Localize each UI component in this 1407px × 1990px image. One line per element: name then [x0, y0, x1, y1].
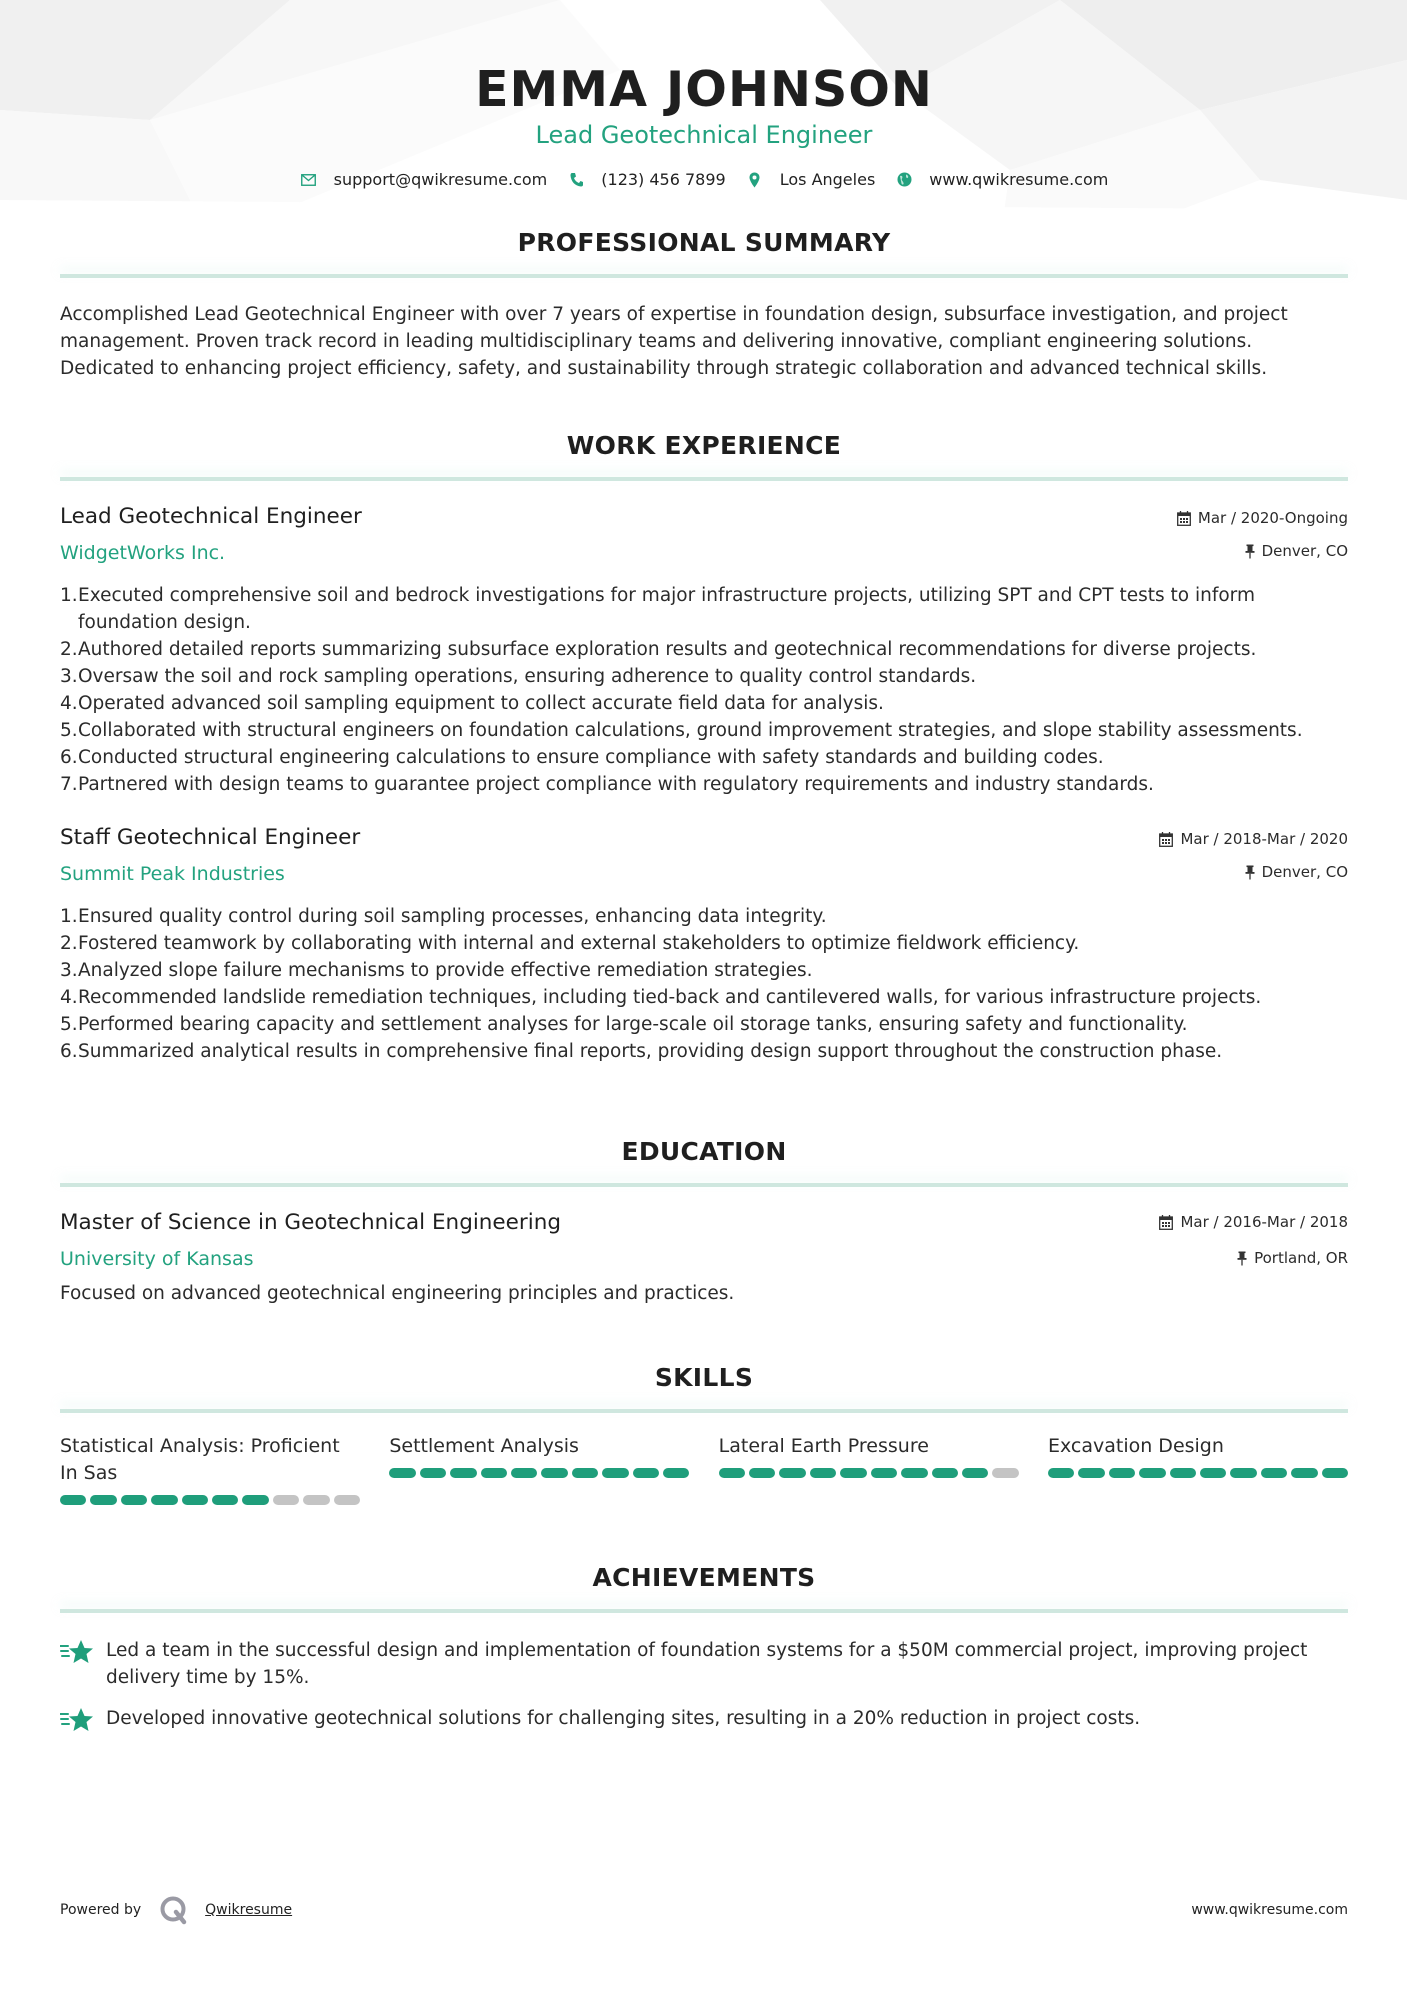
skill-dot-filled: [212, 1495, 238, 1505]
skill-dot-filled: [1322, 1468, 1348, 1478]
skill-name: Settlement Analysis: [389, 1435, 579, 1457]
phone-icon: [567, 171, 585, 189]
skill-dot-filled: [962, 1468, 988, 1478]
skill-dot-filled: [840, 1468, 866, 1478]
skill-rating: [1048, 1468, 1348, 1478]
skill-dot-empty: [992, 1468, 1018, 1478]
education-heading: EDUCATION: [621, 1137, 787, 1166]
shooting-star-icon: [60, 1705, 96, 1738]
achievement-item: [60, 1637, 1348, 1691]
shooting-star-icon: [60, 1637, 96, 1670]
skill-dot-filled: [511, 1468, 537, 1478]
skill-dot-filled: [541, 1468, 567, 1478]
section-divider: [60, 1609, 1348, 1613]
experience-section: [60, 431, 1348, 1065]
degree-title: Master of Science in Geotechnical Engineering: [60, 1210, 561, 1235]
candidate-title: Lead Geotechnical Engineer: [535, 121, 873, 149]
list-item: 4. Recommended landslide remediation techniques, including tied-back and cantilevered walls, for various infrastructure projects.: [60, 987, 1262, 1008]
skill-dot-filled: [572, 1468, 598, 1478]
education-location: Portland, OR: [1159, 1247, 1348, 1269]
skill-dot-filled: [60, 1495, 86, 1505]
skill-dot-filled: [901, 1468, 927, 1478]
candidate-name: EMMA JOHNSON: [475, 61, 933, 118]
skill-item: [60, 1433, 360, 1505]
education-dates: Mar / 2016-Mar / 2018: [1159, 1211, 1348, 1233]
skill-dot-filled: [121, 1495, 147, 1505]
job-company: Summit Peak Industries: [60, 863, 285, 885]
list-item: 1. Ensured quality control during soil sampling processes, enhancing data integrity.: [60, 906, 827, 927]
skill-item: [719, 1433, 1019, 1505]
job-location: Denver, CO: [1159, 861, 1348, 883]
skill-name: Excavation Design: [1047, 1435, 1224, 1457]
skill-dot-filled: [1078, 1468, 1104, 1478]
contact-location: [746, 170, 876, 189]
contact-email[interactable]: [300, 170, 548, 189]
globe-icon: [895, 171, 913, 189]
achievement-text: Developed innovative geotechnical solutions for challenging sites, resulting in a 20% reduction in project costs.: [106, 1708, 1141, 1729]
list-item: 6. Conducted structural engineering calculations to ensure compliance with safety standards and building codes.: [60, 747, 1104, 768]
job-bullets: [60, 903, 1348, 1065]
achievements-list: [60, 1637, 1348, 1738]
school-name: University of Kansas: [60, 1248, 254, 1270]
skill-dot-filled: [779, 1468, 805, 1478]
skill-dot-filled: [810, 1468, 836, 1478]
pushpin-icon: [1237, 1251, 1247, 1266]
contact-email-text: support@qwikresume.com: [333, 170, 548, 189]
job-entry: [60, 503, 1348, 798]
map-marker-icon: [746, 171, 764, 189]
skills-heading: SKILLS: [654, 1363, 754, 1392]
qwikresume-logo-icon: [159, 1895, 189, 1925]
skill-dot-filled: [90, 1495, 116, 1505]
section-divider: [60, 274, 1348, 278]
calendar-icon: [1159, 1215, 1173, 1230]
achievement-item: [60, 1705, 1348, 1738]
list-item: 5. Collaborated with structural engineers on foundation calculations, ground improvement strategies, and slope stability assessments.: [60, 720, 1303, 741]
education-description: Focused on advanced geotechnical engineering principles and practices.: [60, 1283, 735, 1304]
qwikresume-link[interactable]: Qwikresume: [205, 1902, 293, 1918]
skill-dot-filled: [389, 1468, 415, 1478]
contact-website-text: www.qwikresume.com: [929, 170, 1109, 189]
skill-dot-filled: [1109, 1468, 1135, 1478]
summary-section: [60, 228, 1348, 382]
list-item: 5. Performed bearing capacity and settlement analyses for large-scale oil storage tanks, ensuring safety and functionality.: [60, 1014, 1188, 1035]
skill-dot-filled: [420, 1468, 446, 1478]
skill-dot-filled: [871, 1468, 897, 1478]
job-company: WidgetWorks Inc.: [60, 542, 226, 564]
skill-dot-filled: [663, 1468, 689, 1478]
achievements-section: [60, 1563, 1348, 1738]
skill-item: [1048, 1433, 1348, 1505]
contact-phone[interactable]: [567, 170, 725, 189]
skill-dot-filled: [1170, 1468, 1196, 1478]
skill-dot-filled: [1139, 1468, 1165, 1478]
section-divider: [60, 1409, 1348, 1413]
list-item: 6. Summarized analytical results in comprehensive final reports, providing design support throughout the construction phase.: [60, 1041, 1223, 1062]
resume-page: [60, 0, 1348, 1752]
pushpin-icon: [1245, 865, 1255, 880]
skill-dot-filled: [749, 1468, 775, 1478]
skill-dot-filled: [633, 1468, 659, 1478]
resume-header: [60, 0, 1348, 189]
skill-dot-filled: [1048, 1468, 1074, 1478]
summary-heading: PROFESSIONAL SUMMARY: [517, 228, 891, 257]
list-item: 4. Operated advanced soil sampling equipment to collect accurate field data for analysis.: [60, 693, 884, 714]
achievement-text: Led a team in the successful design and implementation of foundation systems for a $50M commercial project, improving project delivery time by 15%.: [106, 1640, 1308, 1688]
envelope-icon: [300, 171, 318, 189]
skill-dot-empty: [273, 1495, 299, 1505]
list-item: 7. Partnered with design teams to guarantee project compliance with regulatory requirements and industry standards.: [60, 774, 1154, 795]
skill-dot-filled: [602, 1468, 628, 1478]
skill-dot-empty: [303, 1495, 329, 1505]
contact-location-text: Los Angeles: [779, 170, 876, 189]
skill-dot-filled: [1200, 1468, 1226, 1478]
list-item: 2. Fostered teamwork by collaborating with internal and external stakeholders to optimize fieldwork efficiency.: [60, 933, 1080, 954]
powered-by-label: Powered by: [60, 1902, 142, 1918]
contact-bar: [60, 170, 1348, 189]
calendar-icon: [1177, 511, 1191, 526]
contact-website[interactable]: [895, 170, 1108, 189]
skill-rating: [389, 1468, 689, 1478]
skill-dot-filled: [151, 1495, 177, 1505]
skill-dot-filled: [481, 1468, 507, 1478]
job-dates: Mar / 2020-Ongoing: [1177, 507, 1348, 529]
section-divider: [60, 477, 1348, 481]
job-title: Lead Geotechnical Engineer: [60, 504, 362, 529]
skills-section: [60, 1363, 1348, 1505]
skill-dot-filled: [1261, 1468, 1287, 1478]
list-item: 3. Oversaw the soil and rock sampling operations, ensuring adherence to quality control standards.: [60, 666, 977, 687]
calendar-icon: [1159, 832, 1173, 847]
achievements-heading: ACHIEVEMENTS: [592, 1563, 816, 1592]
powered-by: [60, 1895, 292, 1925]
skill-name: Statistical Analysis: Proficient In Sas: [60, 1435, 340, 1484]
list-item: 2. Authored detailed reports summarizing subsurface exploration results and geotechnical recommendations for diverse projects.: [60, 639, 1257, 660]
skill-dot-filled: [719, 1468, 745, 1478]
skill-dot-filled: [450, 1468, 476, 1478]
contact-phone-text: (123) 456 7899: [601, 170, 726, 189]
page-footer: [60, 1895, 1348, 1925]
experience-heading: WORK EXPERIENCE: [566, 431, 842, 460]
skill-dot-filled: [242, 1495, 268, 1505]
pushpin-icon: [1245, 544, 1255, 559]
skill-rating: [60, 1495, 360, 1505]
summary-text: Accomplished Lead Geotechnical Engineer with over 7 years of expertise in foundation design, subsurface investigation, and project management. Proven track record in leading multidisciplinary teams and delivering innovative, compliant engineering solutions. Dedicated to enhancing project efficiency, safety, and sustainability through strategic collaboration and advanced technical skills.: [60, 304, 1288, 379]
job-entry: [60, 824, 1348, 1065]
skill-item: [389, 1433, 689, 1505]
footer-url[interactable]: www.qwikresume.com: [1191, 1902, 1348, 1918]
skill-name: Lateral Earth Pressure: [718, 1435, 929, 1457]
job-title: Staff Geotechnical Engineer: [60, 825, 361, 850]
skill-rating: [719, 1468, 1019, 1478]
job-dates: Mar / 2018-Mar / 2020: [1159, 828, 1348, 850]
section-divider: [60, 1183, 1348, 1187]
skill-dot-filled: [1291, 1468, 1317, 1478]
skill-dot-empty: [334, 1495, 360, 1505]
job-bullets: [60, 582, 1348, 798]
skill-dot-filled: [182, 1495, 208, 1505]
list-item: 1. Executed comprehensive soil and bedrock investigations for major infrastructure projects, utilizing SPT and CPT tests to inform foundation design.: [60, 585, 1255, 633]
list-item: 3. Analyzed slope failure mechanisms to provide effective remediation strategies.: [60, 960, 813, 981]
education-section: [60, 1137, 1348, 1307]
skill-dot-filled: [1230, 1468, 1256, 1478]
skills-grid: [60, 1433, 1348, 1505]
skill-dot-filled: [932, 1468, 958, 1478]
education-entry: [60, 1209, 1348, 1307]
job-location: Denver, CO: [1177, 540, 1348, 562]
